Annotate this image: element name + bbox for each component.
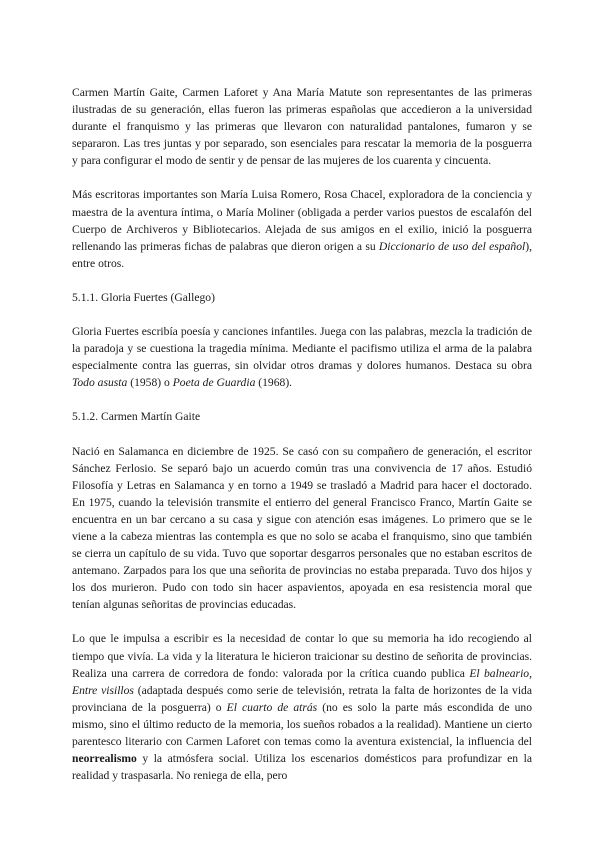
text-run: ), entre otros. xyxy=(72,239,532,270)
text-run: (no es solo la parte más escondida de uno mismo, sino el último reducto de la memoria, los sueños robados a la realidad). Mantiene un cierto parentesco literario con Carmen Laforet con temas como la aventura existencial, la influencia del xyxy=(72,700,532,748)
bold-term: neorrealismo xyxy=(72,752,137,766)
section-heading-carmen-martin-gaite: 5.1.2. Carmen Martín Gaite xyxy=(72,410,201,424)
italic-title: Todo asusta xyxy=(72,376,128,390)
paragraph-otras-escritoras xyxy=(72,186,532,271)
italic-title: Diccionario de uso del español xyxy=(378,239,526,253)
document-page xyxy=(72,84,532,801)
paragraph-gloria-fuertes xyxy=(72,323,532,391)
paragraph-biografia xyxy=(72,443,532,614)
text-run: Carmen Martín Gaite, Carmen Laforet y Ana María Matute son representantes de las primeras ilustradas de su generación, ellas fueron las primeras españolas que accedieron a la universidad durante el franquismo y las primeras que llevaron con naturalidad pantalones, fumaron y se separaron. Las tres juntas y por separado, son esenciales para rescatar la memoria de la posguerra y para configurar el modo de sentir y de pensar de las mujeres de los cuarenta y cincuenta. xyxy=(72,86,532,168)
text-run: Gloria Fuertes escribía poesía y canciones infantiles. Juega con las palabras, mezcla la tradición de la paradoja y se cuestiona la tragedia mínima. Mediante el pacifismo utiliza el arma de la palabra especialmente contra las guerras, sin olvidar otros dramas y dolores humanos. Destaca su obra xyxy=(72,325,532,373)
italic-title: Entre visillos xyxy=(72,683,134,697)
text-run: (1958) o xyxy=(127,376,173,390)
paragraph-ilustradas xyxy=(72,84,532,169)
text-run: , xyxy=(529,666,532,680)
paragraph-obra xyxy=(72,630,532,784)
italic-title: Poeta de Guardia xyxy=(172,376,256,390)
text-run: Más escritoras importantes son María Luisa Romero, Rosa Chacel, exploradora de la conciencia y maestra de la aventura íntima, o María Moliner (obligada a perder varios puestos de escalafón del Cuerpo de Archiveros y Bibliotecarios. Alejada de sus amigos en el exilio, inició la posguerra rellenando las primeras fichas de palabras que dieron origen a su xyxy=(72,188,532,253)
italic-title: El balneario xyxy=(469,666,530,680)
italic-title: El cuarto de atrás xyxy=(226,700,318,714)
text-run: Nació en Salamanca en diciembre de 1925. Se casó con su compañero de generación, el escritor Sánchez Ferlosio. Se separó bajo un acuerdo común tras una convivencia de 17 años. Estudió Filosofía y Letras en Salamanca y en torno a 1949 se trasladó a Madrid para hacer el doctorado. En 1975, cuando la televisión transmite el entierro del general Francisco Franco, Martín Gaite se encuentra en un bar cercano a su casa y sigue con atención esas imágenes. Lo primero que se le viene a la cabeza mientras las contempla es que no solo se acaba el franquismo, sino que también se cierra un capítulo de su vida. Tuvo que soportar desgarros personales que no estaban escritos de antemano. Zarpados para los que una señorita de provincias no estaba preparada. Tuvo dos hijos y los dos murieron. Pudo con todo sin hacer aspavientos, apoyada en esa resistencia moral que tenían algunas señoritas de provincias educadas. xyxy=(72,444,532,612)
text-run: Lo que le impulsa a escribir es la necesidad de contar lo que su memoria ha ido recogiendo al tiempo que vivía. La vida y la literatura le hicieron traicionar su destino de señorita de provincias. Realiza una carrera de corredora de fondo: valorada por la crítica cuando publica xyxy=(72,632,532,680)
section-heading-gloria-fuertes: 5.1.1. Gloria Fuertes (Gallego) xyxy=(72,290,215,304)
text-run: y la atmósfera social. Utiliza los escenarios domésticos para profundizar en la realidad y traspasarla. No reniega de ella, pero xyxy=(72,752,532,783)
text-run: (adaptada después como serie de televisión, retrata la falta de horizontes de la vida provinciana de la posguerra) o xyxy=(72,683,533,714)
text-run: (1968). xyxy=(255,376,293,390)
